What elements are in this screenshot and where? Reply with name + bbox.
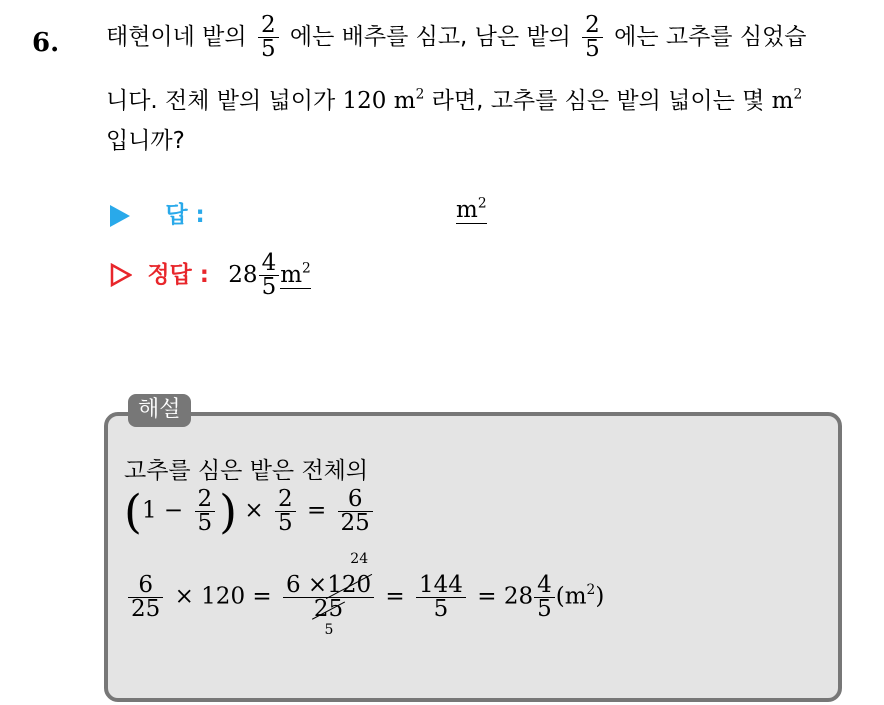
answer-label: 답 :	[165, 202, 205, 228]
explanation-tag: 해설	[128, 394, 191, 427]
correct-answer-value: 28 $\frac{4}{5}$ $m^2$	[228, 250, 311, 300]
correct-answer-row	[110, 252, 311, 299]
explanation-equation-1: (1 − $\frac{2}{5}$ ) × $\frac{2}{5}$ = $\frac{6}{25}$	[124, 488, 377, 535]
question-line-3: 입니까?	[106, 128, 185, 154]
question-number: 6.	[32, 28, 60, 58]
play-icon	[110, 205, 130, 227]
answer-row	[110, 196, 205, 229]
answer-unit: $m^2$	[456, 195, 487, 223]
outline-play-icon	[110, 263, 132, 287]
question-text: 에는 배추를 심고, 남은 밭의	[289, 24, 571, 50]
fraction: $\frac{2}{5}$	[582, 14, 603, 61]
question-text: 라면, 고추를 심은 밭의 넓이는 몇	[431, 88, 765, 114]
question-line-2	[106, 82, 802, 115]
fraction: $\frac{2}{5}$	[258, 14, 279, 61]
correct-answer-label: 정답 :	[147, 261, 209, 288]
question-text: 태현이네 밭의	[106, 24, 247, 50]
area-value: 120 $m^2$	[342, 86, 425, 114]
question-text: 에는 고추를 심었습	[614, 24, 807, 50]
explanation-equation-2: $\frac{6}{25}$ × 120 = 24 6 ×120 25 5 = $\frac{144}{5}$ = 28 $\frac{4}{5}$ $(m^2)$	[124, 574, 604, 621]
unit: $m^2$	[771, 86, 803, 114]
question-text: 니다. 전체 밭의 넓이가	[106, 88, 336, 114]
question-line-1	[106, 14, 807, 61]
explanation-line-1: 고추를 심은 밭은 전체의	[124, 458, 369, 484]
